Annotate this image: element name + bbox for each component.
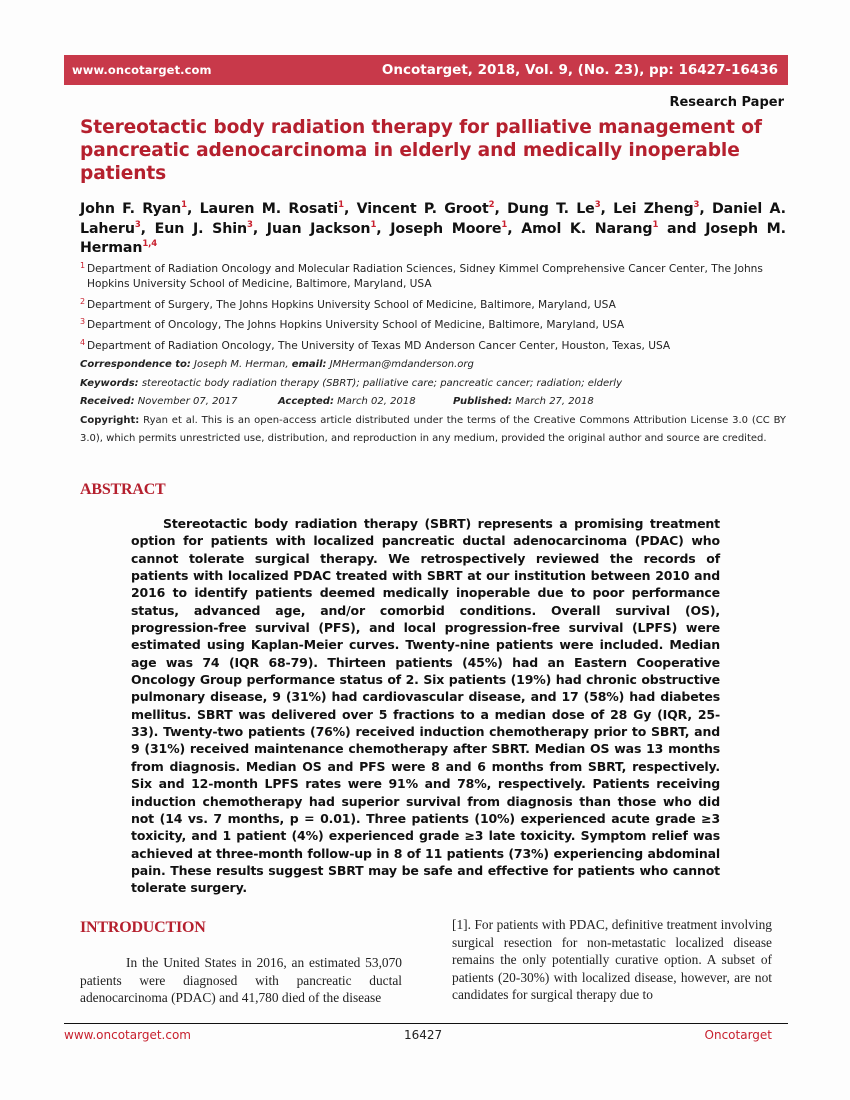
author-name: Lei Zheng [613,201,694,217]
author-name: Joseph M. Herman [80,220,786,256]
page-footer [64,1028,788,1042]
affiliation-3 [80,318,786,333]
email-label: email: [291,359,327,370]
correspondence-name: Joseph M. Herman, [194,359,289,370]
author-affiliation-number: 2 [488,200,495,210]
received-label: Received: [80,396,135,407]
affiliations [80,262,786,359]
author-affiliation-number: 3 [246,219,253,230]
journal-header-bar [64,55,788,85]
header-citation: Oncotarget, 2018, Vol. 9, (No. 23), pp: 16427-16436 [381,62,778,78]
received-value: November 07, 2017 [137,396,238,407]
paper-type-label: Research Paper [669,95,784,110]
author-affiliation-number: 1 [501,219,508,230]
affiliation-text: Department of Oncology, The Johns Hopkins University School of Medicine, Baltimore, Maryland, USA [87,319,625,331]
footer-journal-url[interactable]: www.oncotarget.com [64,1028,191,1042]
author-name: Joseph Moore [390,220,502,237]
received-date [80,393,278,412]
abstract-text: Stereotactic body radiation therapy (SBRT) represents a promising treatment option for patients with localized pancreatic ductal adenocarcinoma (PDAC) who cannot tolerate surgical therapy. We retrospectively reviewed the records of patients with localized PDAC treated with SBRT at our institution between 2010 and 2016 to identify patients deemed medically inoperable due to poor performance status, advanced age, and/or comorbid conditions. Overall survival (OS), progression-free survival (PFS), and local progression-free survival (LPFS) were estimated using Kaplan-Meier curves. Twenty-nine patients were included. Median age was 74 (IQR 68-79). Thirteen patients (45%) had an Eastern Cooperative Oncology Group performance status of 2. Six patients (19%) had chronic obstructive pulmonary disease, 9 (31%) had cardiovascular disease, and 17 (58%) had diabetes mellitus. SBRT was delivered over 5 fractions to a median dose of 28 Gy (IQR, 25-33). Twenty-two patients (76%) received induction chemotherapy prior to SBRT, and 9 (31%) received maintenance chemotherapy after SBRT. Median OS was 13 months from diagnosis. Median OS and PFS were 8 and 6 months from SBRT, respectively. Six and 12-month LPFS rates were 91% and 78%, respectively. Patients receiving induction chemotherapy had superior survival from diagnosis than those who did not (14 vs. 7 months, p = 0.01). Three patients (10%) experienced acute grade ≥3 toxicity, and 1 patient (4%) experienced grade ≥3 late toxicity. Symptom relief was achieved at three-month follow-up in 8 of 11 patients (73%) experiencing abdominal pain. These results suggest SBRT may be safe and effective for patients who cannot tolerate surgery. [131,516,720,896]
correspondence-label: Correspondence to: [80,359,191,370]
introduction-heading: INTRODUCTION [80,919,206,936]
author-affiliation-number: 3 [594,200,601,210]
published-label: Published: [453,396,513,407]
affiliation-1 [80,262,786,292]
author-affiliation-number: 1 [338,200,344,210]
author-affiliation-number: 1 [652,219,659,230]
affiliation-number: 4 [80,337,86,347]
author-name: Eun J. Shin [154,220,247,237]
accepted-date [278,393,453,412]
author-name: Lauren M. Rosati [199,201,339,217]
author-name: Vincent P. Groot [356,201,489,217]
page-number: 16427 [404,1028,443,1042]
copyright-notice [80,412,786,449]
published-date [453,393,594,412]
published-value: March 27, 2018 [515,396,594,407]
header-journal-url[interactable]: www.oncotarget.com [72,63,212,77]
affiliation-number: 3 [80,317,86,326]
author-affiliation-number: 1 [370,219,377,230]
affiliation-number: 2 [80,296,86,306]
author-affiliation-number: 3 [693,200,700,210]
introduction-left-column: In the United States in 2016, an estimated 53,070 patients were diagnosed with pancreatic ductal adenocarcinoma (PDAC) and 41,780 died of the disease [80,955,402,1005]
correspondence-line [80,356,786,375]
author-list: John F. Ryan$^1$, Lauren M. Rosati$^1$, Vincent P. Groot$^2$, Dung T. Le$^3$, Lei Zheng$^3$, Daniel A. Laheru$^3$, Eun J. Shin$^3$, Juan Jackson$^1$, Joseph Moore$^1$, Amol K. Narang$^1$ and Joseph M. Herman$^{1,4}$ [80,200,786,256]
author-name: Dung T. Le [507,201,595,217]
author-name: Juan Jackson [266,220,371,237]
keywords-text: stereotactic body radiation therapy (SBRT); palliative care; pancreatic cancer; radiation; elderly [141,377,622,389]
affiliation-text: Department of Radiation Oncology, The University of Texas MD Anderson Cancer Center, Houston, Texas, USA [87,339,671,352]
abstract-heading: ABSTRACT [80,481,166,498]
keywords-line [80,375,786,394]
author-affiliation-number: 1,4 [142,239,158,249]
footer-journal-name: Oncotarget [704,1028,772,1042]
affiliation-2 [80,298,786,313]
affiliation-4 [80,339,786,354]
author-name: John F. Ryan [80,201,182,217]
copyright-text: Ryan et al. This is an open-access article distributed under the terms of the Creative Commons Attribution License 3.0 (CC BY 3.0), which permits unrestricted use, distribution, and reproduction in any medium, provided the original author and source are credited. [80,414,786,444]
accepted-value: March 02, 2018 [337,396,416,407]
correspondence-email-link[interactable]: JMHerman@mdanderson.org [329,359,474,370]
affiliation-text: Department of Radiation Oncology and Molecular Radiation Sciences, Sidney Kimmel Comprehensive Cancer Center, The Johns Hopkins University School of Medicine, Baltimore, Maryland, USA [87,263,763,290]
copyright-label: Copyright: [80,414,140,426]
author-affiliation-number: 1 [181,200,187,210]
author-affiliation-number: 3 [134,219,141,230]
author-name: Daniel A. Laheru [80,201,786,237]
accepted-label: Accepted: [278,396,334,407]
dates-line [80,393,786,412]
article-metadata [80,356,786,449]
keywords-label: Keywords: [80,377,139,389]
introduction-right-column: [1]. For patients with PDAC, definitive treatment involving surgical resection for non-metastatic localized disease remains the only potentially curative option. A subset of patients (20-30%) with localized disease, however, are not candidates for surgical therapy due to [452,917,772,1002]
paper-title: Stereotactic body radiation therapy for palliative management of pancreatic adenocarcinoma in elderly and medically inoperable patients [80,117,762,184]
affiliation-number: 1 [80,261,86,270]
author-name: Amol K. Narang [521,220,653,237]
footer-divider [64,1023,788,1024]
affiliation-text: Department of Surgery, The Johns Hopkins University School of Medicine, Baltimore, Maryland, USA [87,298,616,311]
